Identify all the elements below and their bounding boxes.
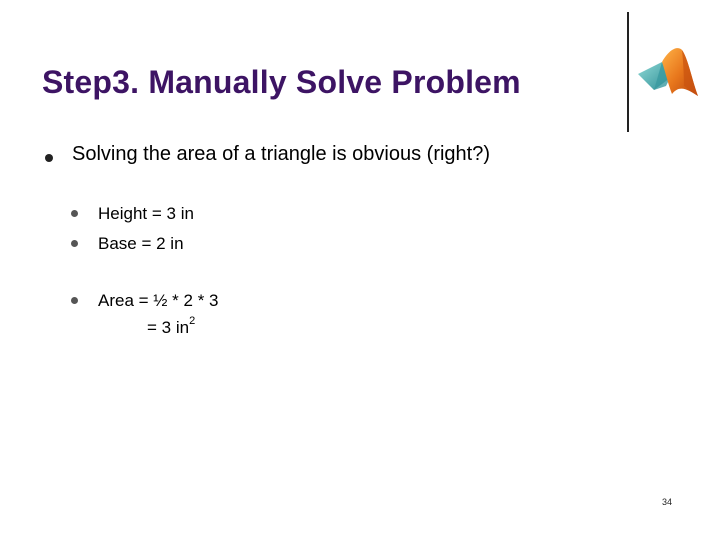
bullet-height: Height = 3 in [98, 204, 194, 223]
bullet-base: Base = 2 in [98, 234, 184, 253]
page-number: 34 [662, 497, 673, 507]
bullet-main: Solving the area of a triangle is obvious (right?) [72, 143, 491, 165]
area-result [147, 315, 196, 338]
slide-title: Step3. Manually Solve Problem [42, 64, 521, 100]
bullet-dot [71, 297, 78, 304]
bullet-area: Area = ½ * 2 * 3 [98, 291, 219, 310]
bullet-dot [71, 240, 78, 247]
bullet-dot [71, 210, 78, 217]
area-result-text: = 3 in [147, 318, 190, 337]
matlab-logo-icon [636, 44, 700, 108]
bullet-dot [45, 154, 53, 162]
area-result-exponent: 2 [189, 315, 196, 328]
header-divider [627, 12, 629, 132]
